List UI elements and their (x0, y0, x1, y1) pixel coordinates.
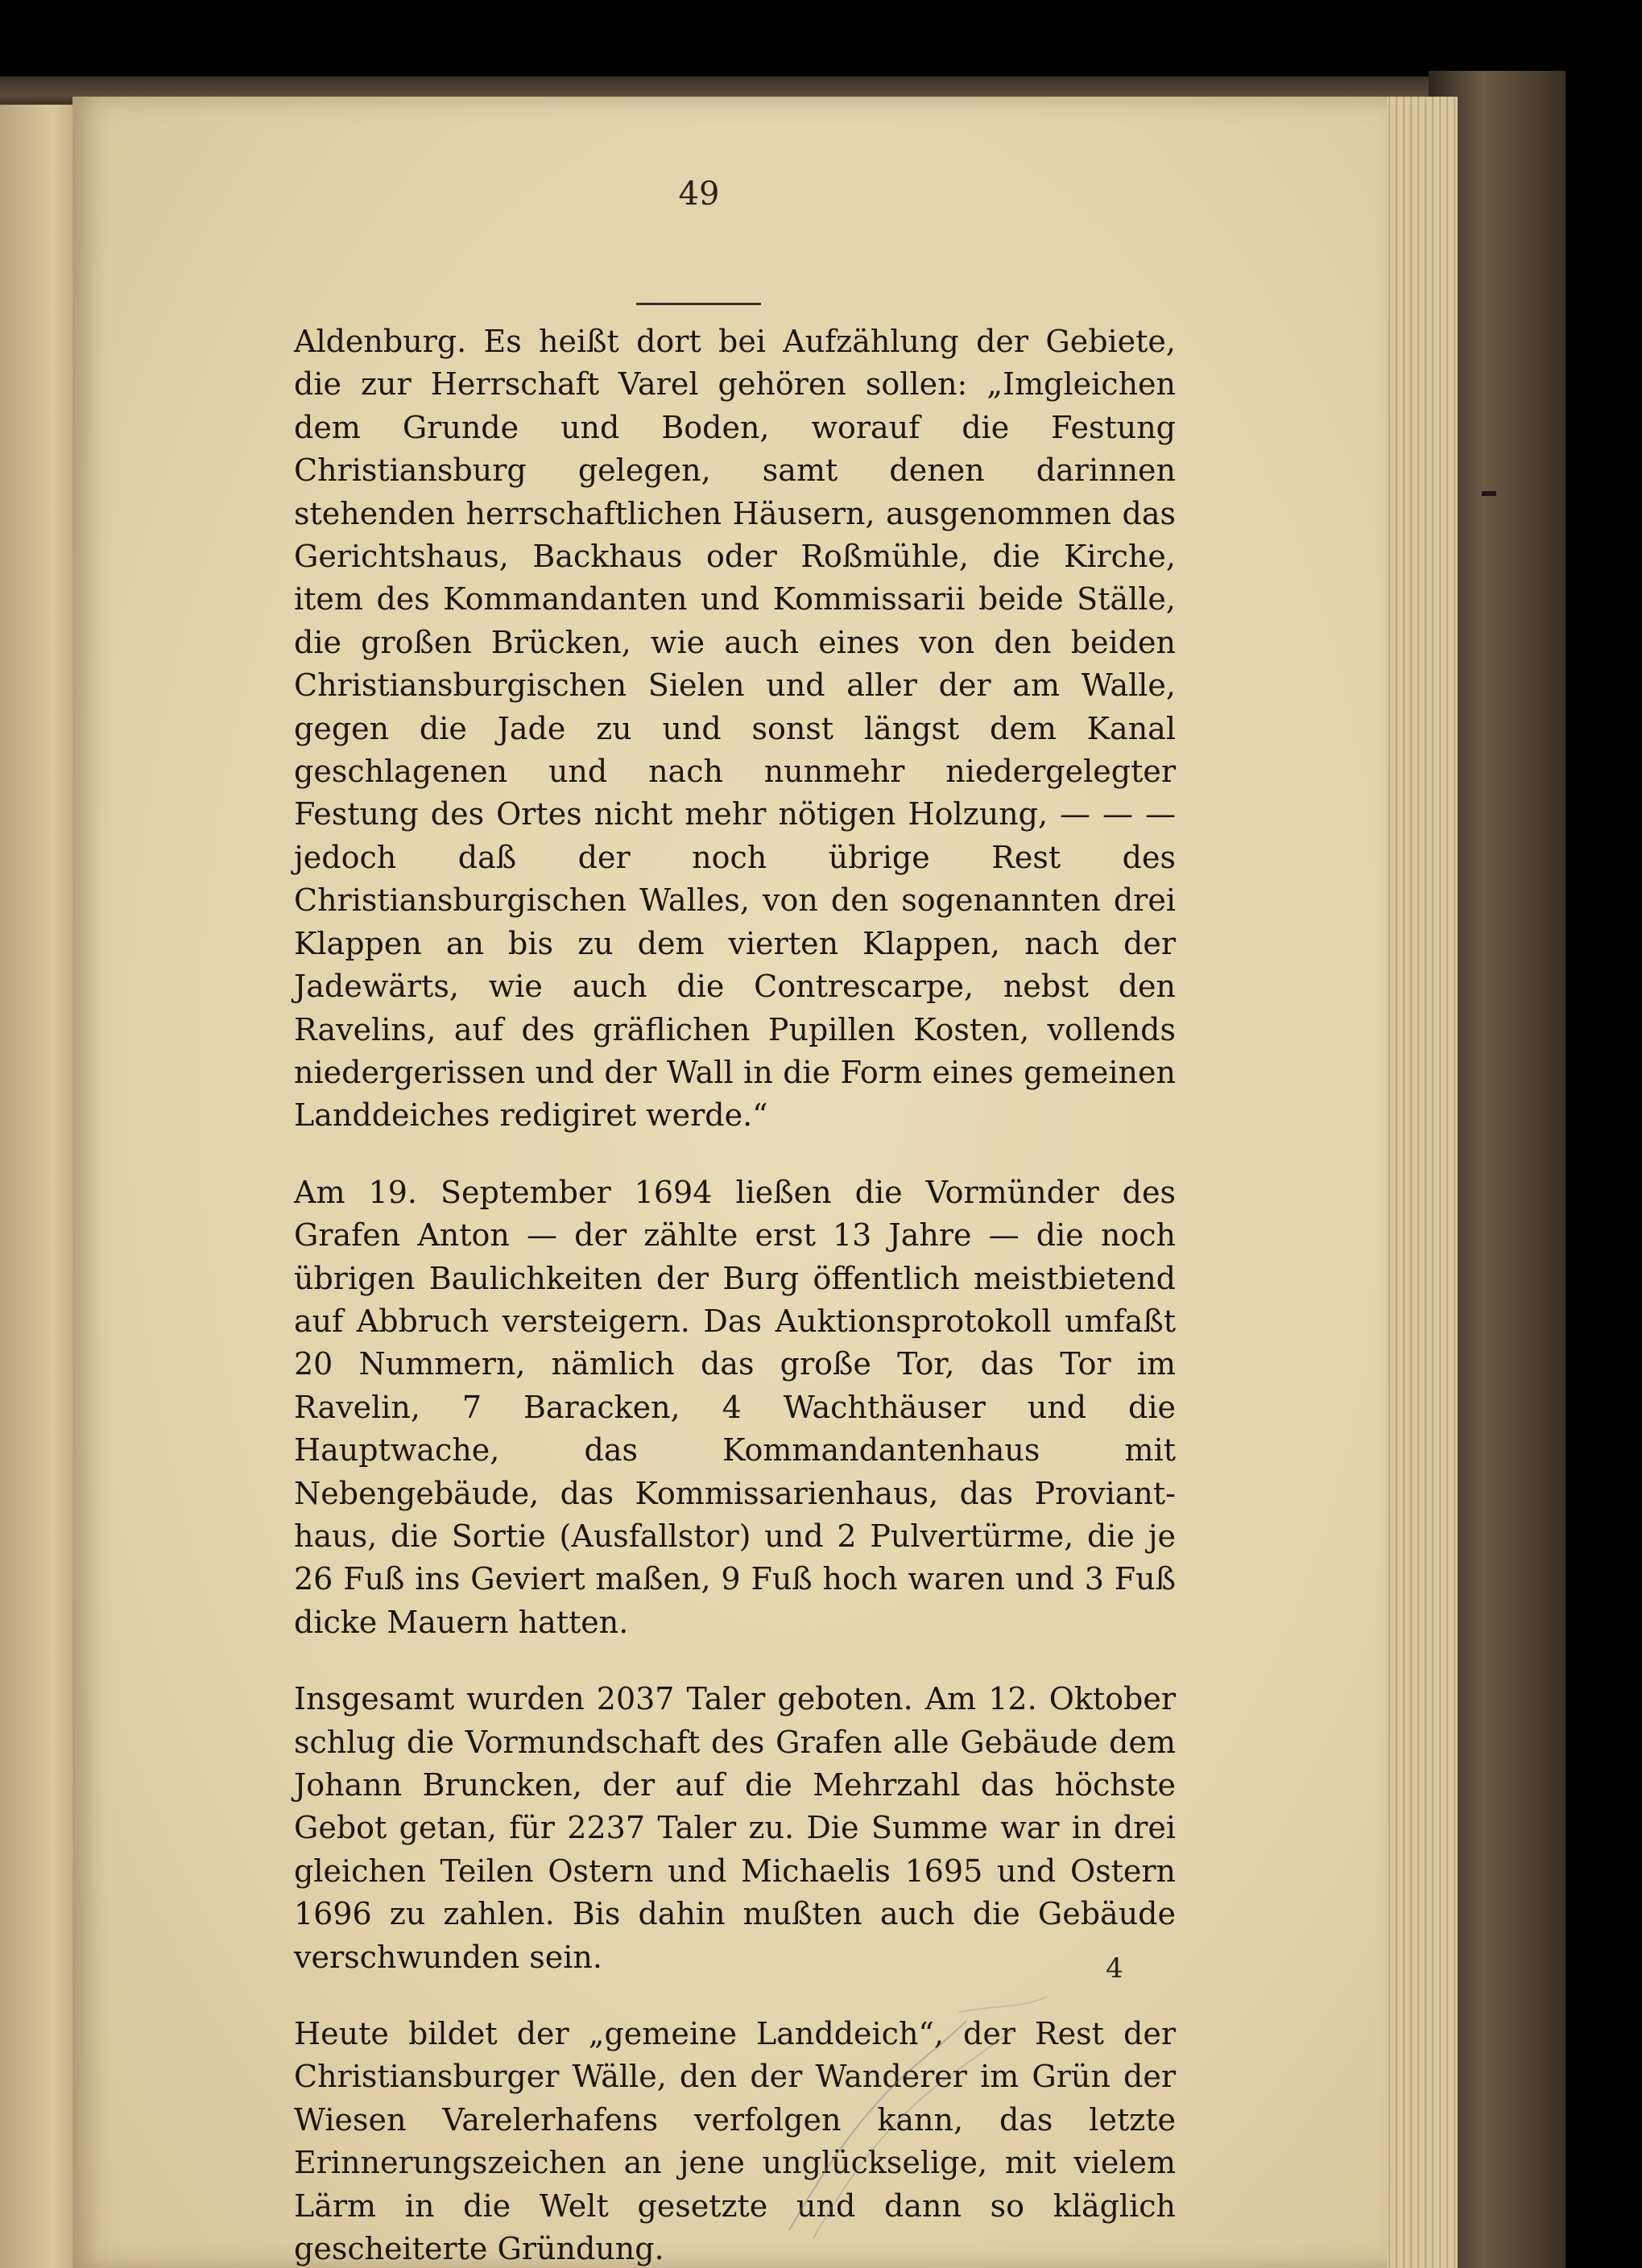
signature-mark: 4 (1106, 1952, 1123, 1985)
page-number: 49 (678, 176, 720, 213)
facing-page-edge (0, 105, 77, 2268)
edge-mark (1482, 491, 1496, 496)
paragraph-1: Aldenburg. Es heißt dort bei Aufzählung der Gebiete, die zur Herrschaft Varel gehören sollen: „Imgleichen dem Grunde und Boden, worauf die Festung Christiansburg gelegen, samt denen darinnen stehenden herrschaftlichen Häusern, ausgenommen das Gerichtshaus, Backhaus oder Roßmühle, die Kirche, item des Kommandanten und Kommissarii beide Ställe, die großen Brücken, wie auch eines von den beiden Christiansburgischen Sielen und aller der am Walle, gegen die Jade zu und sonst längst dem Kanal geschlagenen und nach nunmehr niedergelegter Festung des Ortes nicht mehr nötigen Holzung, — — — jedoch daß der noch übrige Rest des Christiansburgischen Walles, von den sogenannten drei Klappen an bis zu dem vierten Klappen, nach der Jadewärts, wie auch die Contrescarpe, nebst den Ravelins, auf des gräflichen Pupillen Kosten, vollends niedergerissen und der Wall in die Form eines gemeinen Landdeiches redigiret werde.“ (294, 324, 1176, 1134)
pencil-scribble (757, 1964, 1095, 2254)
paragraph-4: Heute bildet der „gemeine Landdeich“, der Rest der Christiansburger Wälle, den der Wanderer im Grün der Wiesen Varelerhafens verfolgen kann, das letzte Erinnerungszeichen an jene unglückselige, mit vielem Lärm in die Welt gesetzte und dann so kläglich gescheiterte Gründung. (294, 2016, 1176, 2267)
paragraph-2: Am 19. September 1694 ließen die Vormünder des Grafen Anton — der zählte erst 13 Jahre — die noch übrigen Baulichkeiten der Burg öffentlich meistbietend auf Abbruch versteigern. Das Auktionsprotokoll umfaßt 20 Nummern, nämlich das große Tor, das Tor im Ravelin, 7 Baracken, 4 Wachthäuser und die Hauptwache, das Kommandantenhaus mit Nebengebäude, das Kommissarienhaus, das Provianthaus, die Sortie (Ausfallstor) und 2 Pulvertürme, die je 26 Fuß ins Geviert maßen, 9 Fuß hoch waren und 3 Fuß dicke Mauern hatten. (294, 1174, 1176, 1640)
page-stack-edge (1383, 97, 1458, 2268)
paragraph-3: Insgesamt wurden 2037 Taler geboten. Am 12. Oktober schlug die Vormundschaft des Grafen alle Gebäude dem Johann Bruncken, der auf die Mehrzahl das höchste Gebot getan, für 2237 Taler zu. Die Summe war in drei gleichen Teilen Ostern und Michaelis 1695 und Ostern 1696 zu zahlen. Bis dahin mußten auch die Gebäude verschwunden sein. (294, 1681, 1176, 1975)
page-number-underline (636, 303, 761, 305)
